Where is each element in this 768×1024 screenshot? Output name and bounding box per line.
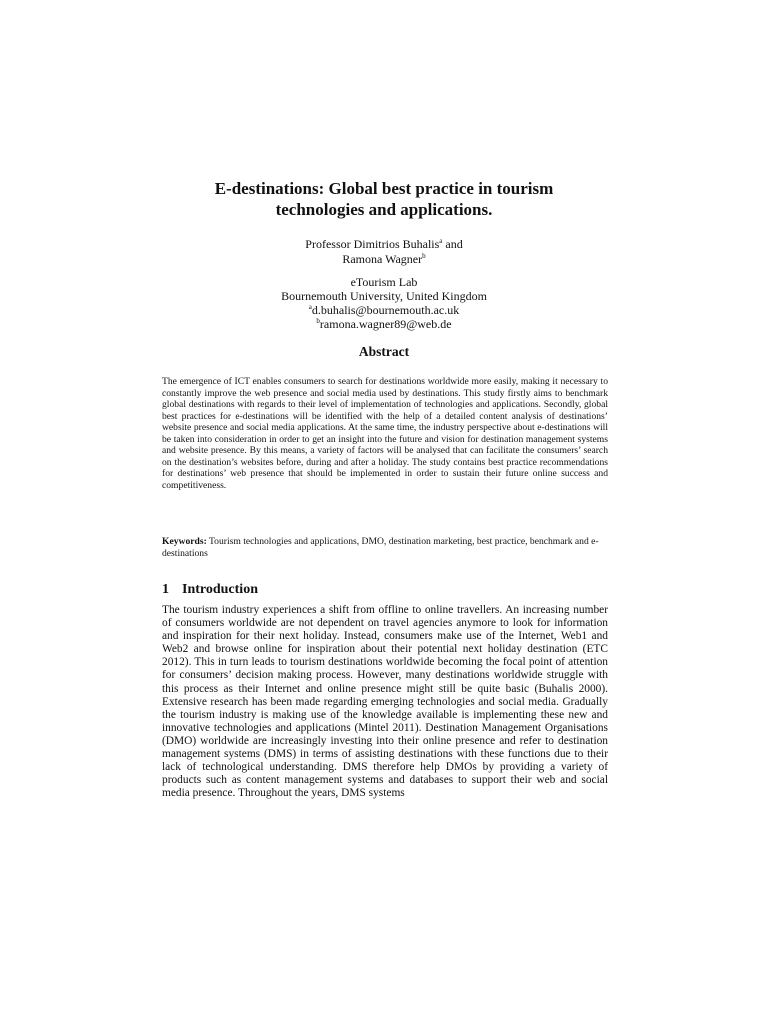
author-1-affil-marker: a [439,237,443,245]
author-2-name: Ramona Wagner [342,252,423,266]
email-2-marker: b [316,317,320,325]
section-title: Introduction [182,582,258,597]
section-number: 1 [162,582,169,597]
author-2-email: ramona.wagner89@web.de [319,317,452,331]
title-line-2: technologies and applications. [275,200,493,219]
keywords-label: Keywords: [162,536,207,547]
email-1-marker: a [308,303,312,311]
affiliation-lab: eTourism Lab [350,275,418,289]
keywords-text: Tourism technologies and applications, DMO, destination marketing, best practice, benchmark and e-destinations [162,536,599,559]
abstract-text: The emergence of ICT enables consumers to search for destinations worldwide more easily, making it necessary to constantly improve the web presence and social media used by destinations. This study firstly aims to benchmark global destinations with regards to their level of implementation of technologies and applications. Secondly, global best practices for e-destinations will be identified with the help of a detailed content analysis of destinations’ website presence and social media applications. At the same time, the industry perspective about e-destinations will be taken into consideration in order to get an insight into the future and vision for destination management systems and website presence. By this means, a variety of factors will be analysed that can facilitate the consumers’ search on the destination’s websites before, during and after a holiday. The study contains best practice recommendations for destinations’ web presence that should be implemented in order to sustain their future online success and competitiveness. [162,376,608,491]
author-list [150,237,618,267]
abstract-heading: Abstract [358,344,410,359]
introduction-text: The tourism industry experiences a shift from offline to online travellers. An increasing number of consumers worldwide are not dependent on travel agencies anymore to look for information and inspiration for their next holiday. Instead, consumers make use of the Internet, Web1 and Web2 and browse online for inspiration about their potential next holiday destination (ETC 2012). This in turn leads to tourism destinations worldwide becoming the focal point of attention for consumers’ decision making process. However, many destinations worldwide struggle with this process as their Internet and online presence might still be quite basic (Buhalis 2000). Extensive research has been made regarding emerging technologies and social media. Gradually the tourism industry is making use of the knowledge available is implementing these new and innovative technologies and applications (Mintel 2011). Destination Management Organisations (DMO) worldwide are increasingly investing into their online presence and refer to destination management systems (DMS) in terms of assisting destinations with these functions due to their lack of technological understanding. DMS therefore help DMOs by providing a variety of products such as content management systems and databases to support their web and social media presence. Throughout the years, DMS systems [162,604,608,800]
affiliation-university: Bournemouth University, United Kingdom [281,289,487,303]
author-2-affil-marker: b [422,252,426,260]
section-heading-introduction [162,582,258,598]
title-line-1: E-destinations: Global best practice in tourism [214,179,554,198]
affiliation-block [150,275,618,331]
paper-title [150,178,618,220]
keywords [162,536,608,559]
author-1-email: d.buhalis@bournemouth.ac.uk [311,303,460,317]
author-separator: and [442,237,463,251]
author-1-name: Professor Dimitrios Buhalis [305,237,440,251]
